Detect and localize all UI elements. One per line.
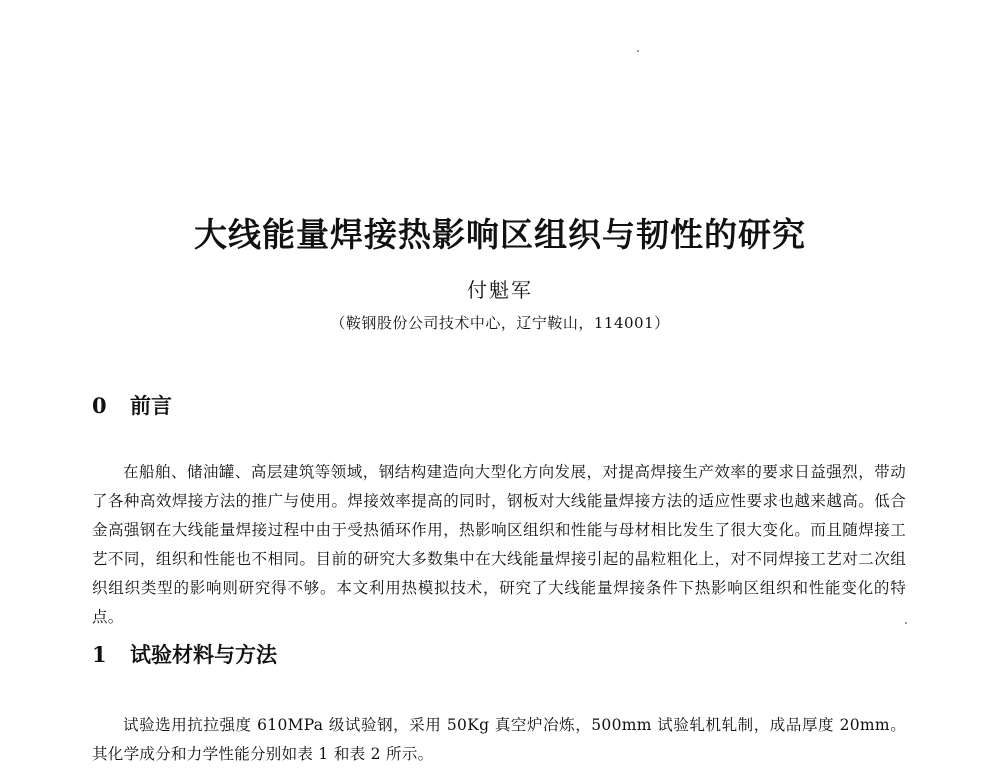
author-affiliation: （鞍钢股份公司技术中心，辽宁鞍山，114001） (330, 314, 670, 332)
scan-speck (905, 622, 907, 624)
materials-paragraph: 试验选用抗拉强度 610MPa 级试验钢，采用 50Kg 真空炉冶炼，500mm 试验轧机轧制，成品厚度 20mm。其化学成分和力学性能分别如表 1 和表 2 所示。 (92, 715, 906, 763)
paper-title: 大线能量焊接热影响区组织与韧性的研究 (194, 215, 806, 255)
section-heading-introduction (92, 391, 172, 421)
section-title: 前言 (130, 394, 172, 418)
scan-speck (637, 50, 639, 52)
section-heading-materials-methods (92, 640, 277, 670)
section-number: 0 (92, 393, 107, 418)
author-name: 付魁军 (467, 278, 533, 302)
section-title: 试验材料与方法 (130, 643, 277, 667)
section-number: 1 (92, 642, 107, 667)
introduction-paragraph: 在船舶、储油罐、高层建筑等领域，钢结构建造向大型化方向发展，对提高焊接生产效率的要求日益强烈，带动了各种高效焊接方法的推广与使用。焊接效率提高的同时，钢板对大线能量焊接方法的适应性要求也越来越高。低合金高强钢在大线能量焊接过程中由于受热循环作用，热影响区组织和性能与母材相比发生了很大变化。而且随焊接工艺不同，组织和性能也不相同。目前的研究大多数集中在大线能量焊接引起的晶粒粗化上，对不同焊接工艺对二次组织组织类型的影响则研究得不够。本文利用热模拟技术，研究了大线能量焊接条件下热影响区组织和性能变化的特点。 (92, 462, 906, 626)
